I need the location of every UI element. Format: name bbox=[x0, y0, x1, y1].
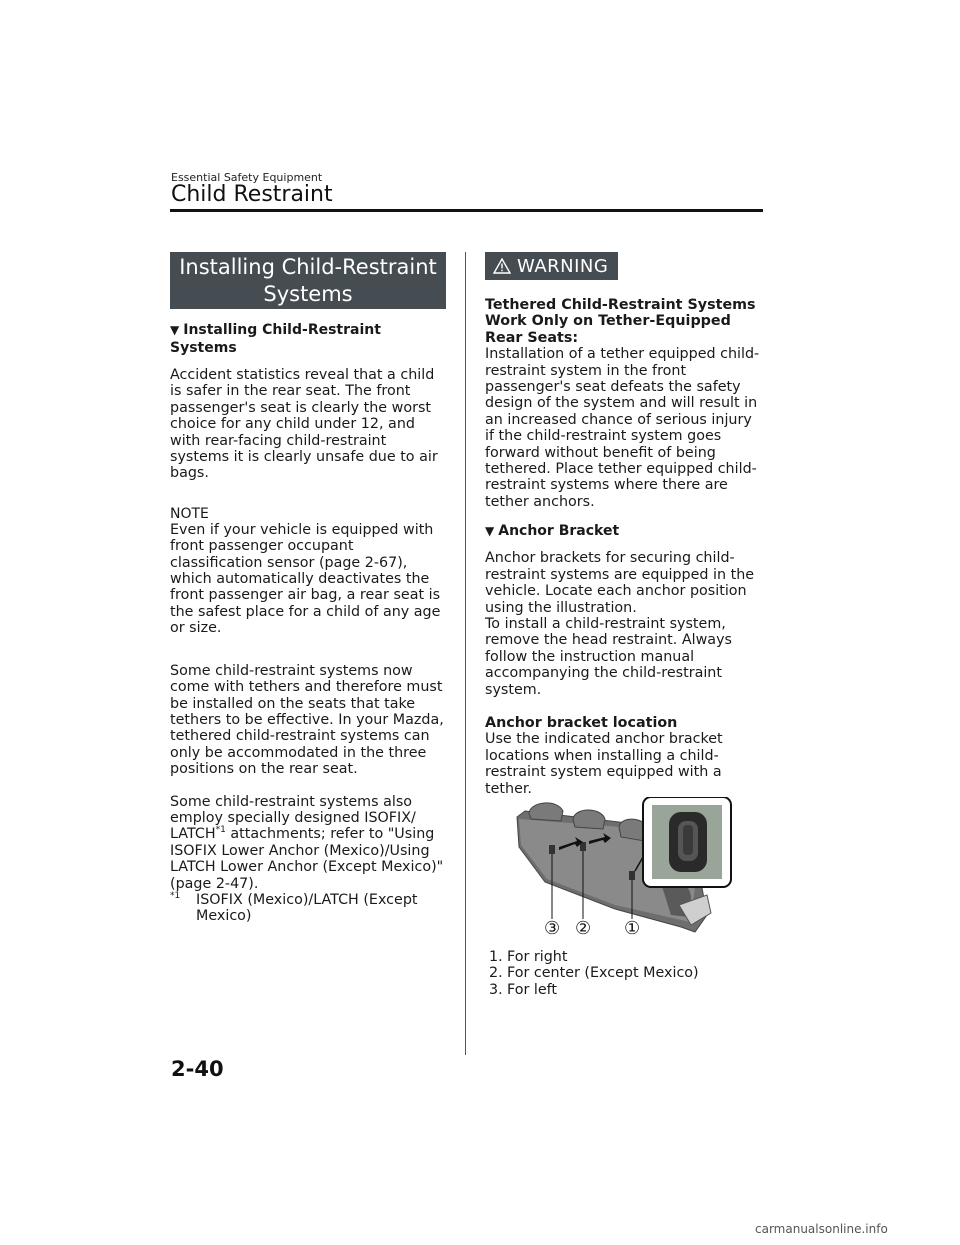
callout-3: ③ bbox=[544, 917, 561, 939]
section-title-line2: Systems bbox=[263, 282, 353, 306]
warning-title: Tethered Child-Restraint Systems Work Only on Tether-Equipped Rear Seats: bbox=[485, 297, 756, 346]
warning-badge bbox=[485, 252, 618, 280]
section-title-box bbox=[170, 252, 446, 309]
warning-label: WARNING bbox=[517, 255, 609, 277]
callout-2: ② bbox=[575, 917, 592, 939]
paragraph: To install a child-restraint system, remove the head restraint. Always follow the instruction manual accompanying the child-restraint system. bbox=[485, 615, 732, 698]
sub-heading-text: Anchor Bracket bbox=[498, 523, 620, 540]
section-label: Essential Safety Equipment bbox=[171, 171, 323, 184]
page-title: Child Restraint bbox=[171, 182, 333, 207]
legend-list bbox=[485, 949, 763, 998]
watermark: carmanualsonline.info bbox=[755, 1222, 888, 1236]
section-title-line1: Installing Child-Restraint bbox=[179, 255, 437, 279]
location-text: Use the indicated anchor bracket locations when installing a child-restraint system equipped with a tether. bbox=[485, 731, 723, 797]
warning-text: Installation of a tether equipped child-restraint system in the front passenger's seat defeats the safety design of the system and will result in an increased chance of serious injury if the child-restraint system goes forward without benefit of being tethered. Place tether equipped child-restraint systems where there are tether anchors. bbox=[485, 346, 760, 510]
note-text: Even if your vehicle is equipped with front passenger occupant classification sensor (page 2-67), which automatically deactivates the front passenger air bag, a rear seat is the safest place for a child of any age or size. bbox=[170, 521, 441, 637]
list-item: 3. For left bbox=[489, 981, 558, 998]
footnote-text: ISOFIX (Mexico)/LATCH (Except Mexico) bbox=[196, 891, 418, 925]
page-number: 2-40 bbox=[171, 1057, 224, 1081]
footnote bbox=[170, 892, 446, 925]
location-label: Anchor bracket location bbox=[485, 714, 678, 731]
header-divider bbox=[170, 209, 763, 212]
sub-heading-text: Installing Child-Restraint Systems bbox=[170, 322, 381, 356]
list-item: 2. For center (Except Mexico) bbox=[489, 965, 699, 982]
footnote-mark: *1 bbox=[170, 891, 181, 902]
paragraph: Some child-restraint systems now come with tethers and therefore must be installed on the seats that take tethers to be effective. In your Mazda, tethered child-restraint systems can only be accommodated in the three positions on the rear seat. bbox=[170, 662, 444, 778]
sub-heading bbox=[170, 321, 446, 357]
column-divider bbox=[465, 252, 466, 1055]
footnote-ref: *1 bbox=[215, 825, 226, 836]
sub-heading bbox=[485, 522, 763, 540]
list-item: 1. For right bbox=[489, 948, 568, 965]
paragraph: Anchor brackets for securing child-restraint systems are equipped in the vehicle. Locate each anchor position using the illustration. bbox=[485, 550, 755, 616]
left-column bbox=[170, 252, 446, 925]
warning-triangle-icon bbox=[493, 258, 511, 274]
anchor-bracket-illustration bbox=[485, 797, 763, 947]
callout-1: ① bbox=[624, 917, 641, 939]
right-column bbox=[485, 252, 763, 998]
paragraph: Some child-restraint systems also employ specially designed ISOFIX/ LATCH$^{*1}$ attachments; refer to "Using ISOFIX Lower Anchor (Mexico)/Using LATCH Lower Anchor (Except Mexico)" (page 2-47). bbox=[170, 793, 444, 892]
note-label: NOTE bbox=[170, 505, 209, 522]
triangle-down-icon: ▼ bbox=[170, 323, 180, 337]
triangle-down-icon: ▼ bbox=[485, 524, 495, 539]
paragraph: Accident statistics reveal that a child is safer in the rear seat. The front passenger's seat is clearly the worst choice for any child under 12, and with rear-facing child-restraint systems it is clearly unsafe due to air bags. bbox=[170, 367, 438, 482]
